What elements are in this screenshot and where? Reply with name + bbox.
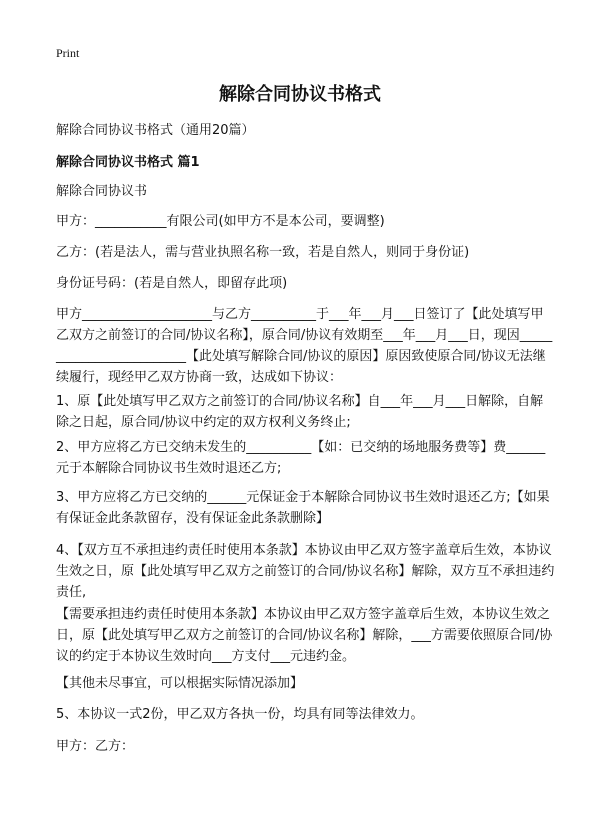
clause-4: 4、【双方互不承担违约责任时使用本条款】本协议由甲乙双方签字盖章后生效，本协议生效之日，原【此处填写甲乙双方之前签订的合同/协议名称】解除，双方互不承担违约责任, [56,543,555,600]
party-b: 乙方：(若是法人，需与营业执照名称一致，若是自然人，则同于身份证) [56,245,470,260]
party-a: 甲方：___________有限公司(如甲方不是本公司，要调整) [56,214,385,229]
subtitle: 解除合同协议书格式（通用20篇） [56,123,255,138]
print-link[interactable]: Print [56,46,80,60]
clause-2: 2、甲方应将乙方已交纳未发生的__________【如：已交纳的场地服务费等】费______元于本解除合同协议书生效时退还乙方; [56,440,546,476]
id-number: 身份证号码：(若是自然人，即留存此项) [56,276,288,291]
other-matters: 【其他未尽事宜，可以根据实际情况添加】 [56,676,304,691]
doc-name: 解除合同协议书 [56,184,148,199]
clause-5: 5、本协议一式2份，甲乙双方各执一份，均具有同等法律效力。 [56,707,424,722]
clause-4-alt: 【需要承担违约责任时使用本条款】本协议由甲乙双方签字盖章后生效，本协议生效之日，原【此处填写甲乙双方之前签订的合同/协议名称】解除，___方需要依照原合同/协议的约定于本协议生效时向___方支付___元违约金。 [56,607,553,664]
signature-line: 甲方：乙方： [56,739,135,754]
intro-paragraph: 甲方____________________与乙方__________于___年___月___日签订了【此处填写甲乙双方之前签订的合同/协议名称】，原合同/协议有效期至___年___月___日，现因_________________________【此处填写解除合同/协议的原因】原因致使原合同/协议无法继续履行，现经甲乙双方协商一致，达成如下协议： [56,307,553,385]
clause-1: 1、原【此处填写甲乙双方之前签订的合同/协议名称】自___年___月___日解除，自解除之日起，原合同/协议中约定的双方权利义务终止; [56,394,544,430]
section-heading: 解除合同协议书格式 篇1 [56,155,200,170]
clause-3: 3、甲方应将乙方已交纳的______元保证金于本解除合同协议书生效时退还乙方;【如果有保证金此条款留存，没有保证金此条款删除】 [56,490,550,526]
page-title: 解除合同协议书格式 [219,84,381,105]
